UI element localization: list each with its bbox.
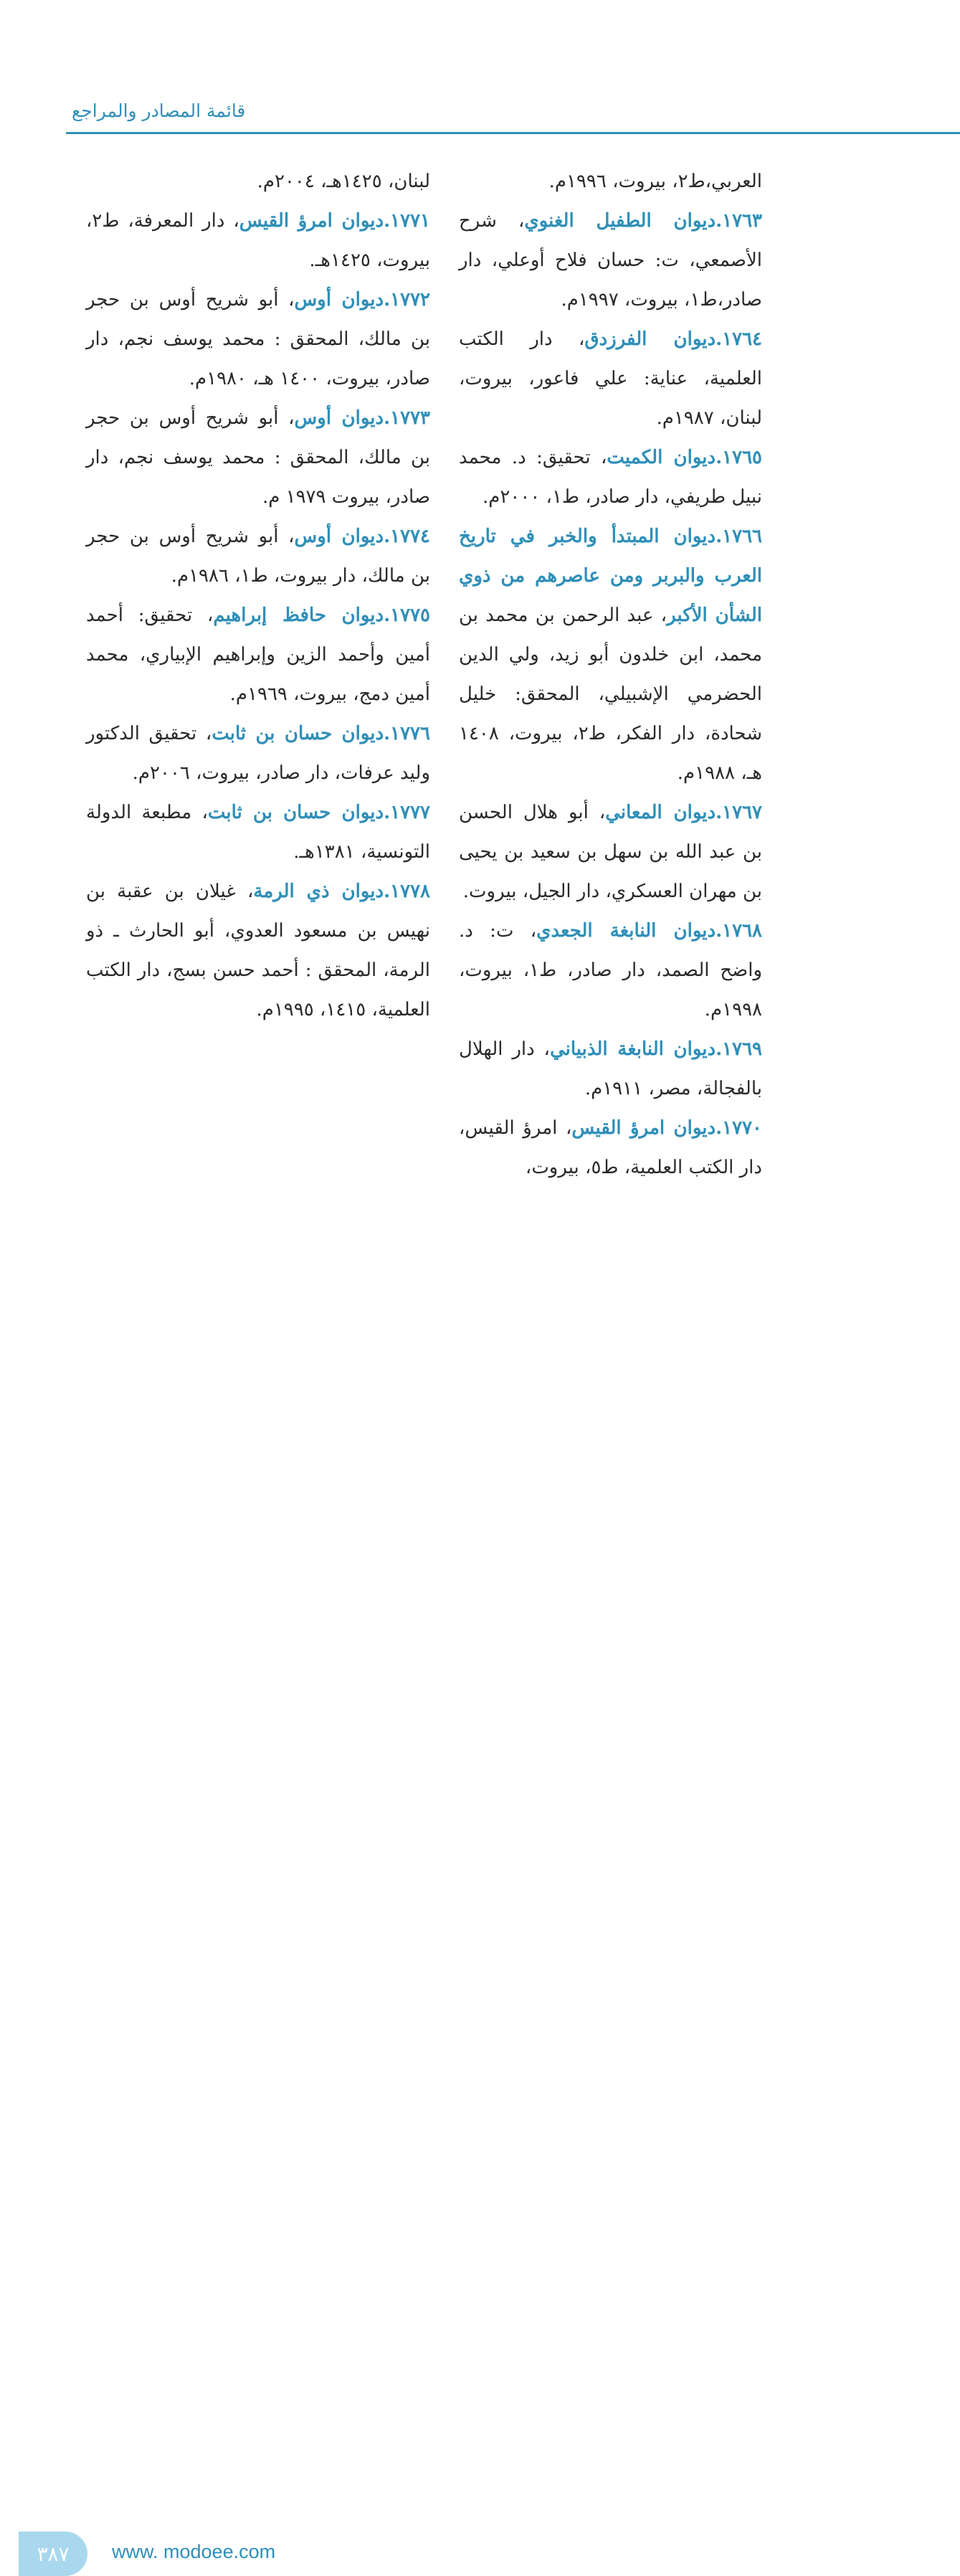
entry-number: ١٧٦٨.: [716, 920, 762, 942]
entry-body: ، دار الكتب العلمية، عناية: علي فاعور، بيروت، لبنان، ١٩٨٧م.: [459, 328, 762, 429]
entry-body: ، مطبعة الدولة التونسية، ١٣٨١هـ.: [86, 802, 430, 863]
running-header-title: قائمة المصادر والمراجع: [72, 100, 246, 121]
references-column-right: [459, 162, 762, 1188]
reference-entry: [459, 1030, 762, 1109]
entry-body: العربي،ط٢، بيروت، ١٩٩٦م.: [548, 171, 762, 192]
reference-entry: [459, 438, 762, 517]
reference-entry: [86, 872, 430, 1030]
entry-body: ، دار الهلال بالفجالة، مصر، ١٩١١م.: [459, 1038, 762, 1099]
entry-number: ١٧٧٤.: [384, 526, 430, 547]
entry-number: ١٧٧٠.: [716, 1117, 762, 1139]
entry-title: ديوان حافظ إبراهيم: [213, 605, 384, 626]
entry-body: ، ت: د. واضح الصمد، دار صادر، ط١، بيروت، ١٩٩٨م.: [459, 920, 762, 1021]
entry-body: ، تحقيق: د. محمد نبيل طريفي، دار صادر، ط١، ٢٠٠٠م.: [459, 447, 762, 508]
entry-number: ١٧٦٤.: [716, 328, 762, 350]
entry-title: ديوان حسان بن ثابت: [212, 723, 384, 744]
entry-title: ديوان النابغة الذبياني: [549, 1038, 716, 1060]
entry-title: ديوان الكميت: [607, 447, 716, 468]
reference-entry: [459, 320, 762, 438]
reference-entry: [86, 162, 430, 202]
reference-entry: [86, 517, 430, 596]
entry-body: ، أبو هلال الحسن بن عبد الله بن سهل بن سعيد بن يحيى بن مهران العسكري، دار الجيل، بيروت.: [459, 802, 762, 902]
entry-number: ١٧٦٩.: [716, 1038, 762, 1060]
entry-title: ديوان أوس: [294, 526, 384, 547]
header-divider: [66, 132, 960, 134]
entry-number: ١٧٧٧.: [384, 802, 430, 823]
reference-entry: [86, 596, 430, 714]
entry-title: ديوان الطفيل الغنوي: [524, 210, 716, 232]
entry-body: ، شرح الأصمعي، ت: حسان فلاح أوعلي، دار صادر،ط١، بيروت، ١٩٩٧م.: [459, 210, 762, 311]
reference-entry: [86, 714, 430, 793]
entry-number: ١٧٧٥.: [384, 605, 430, 626]
entry-title: ديوان الفرزدق: [584, 328, 716, 350]
entry-number: ١٧٦٥.: [716, 447, 762, 468]
references-column-left: [86, 162, 430, 1030]
entry-body: لبنان، ١٤٢٥هـ، ٢٠٠٤م.: [257, 171, 430, 192]
reference-entry: [459, 1109, 762, 1188]
entry-title: ديوان امرؤ القيس: [239, 210, 384, 232]
website-url[interactable]: www. modoee.com: [112, 2541, 276, 2562]
entry-title: ديوان المبتدأ والخبر في تاريخ العرب والبربر ومن عاصرهم من ذوي الشأن الأكبر: [459, 526, 762, 626]
entry-number: ١٧٧١.: [384, 210, 430, 232]
entry-body: ، تحقيق: أحمد أمين وأحمد الزين وإبراهيم الإبياري، محمد أمين دمج، بيروت، ١٩٦٩م.: [86, 605, 430, 705]
entry-body: ، أبو شريح أوس بن حجر بن مالك، دار بيروت، ط١، ١٩٨٦م.: [86, 526, 430, 587]
entry-body: ، تحقيق الدكتور وليد عرفات، دار صادر، بيروت، ٢٠٠٦م.: [86, 723, 430, 784]
entry-title: ديوان حسان بن ثابت: [207, 802, 384, 823]
entry-body: ، دار المعرفة، ط٢، بيروت، ١٤٢٥هـ.: [86, 210, 430, 271]
entry-number: ١٧٧٨.: [384, 881, 430, 902]
reference-entry: [86, 202, 430, 280]
entry-title: ديوان المعاني: [605, 802, 716, 823]
entry-number: ١٧٧٢.: [384, 289, 430, 311]
entry-title: ديوان النابغة الجعدي: [536, 920, 716, 942]
page-header: [0, 0, 960, 136]
page-number-badge: ٣٨٧: [19, 2532, 87, 2576]
reference-entry: [459, 911, 762, 1030]
reference-entry: [459, 162, 762, 202]
reference-entry: [459, 517, 762, 793]
entry-title: ديوان أوس: [294, 289, 384, 311]
reference-entry: [459, 793, 762, 911]
entry-number: ١٧٧٦.: [384, 723, 430, 744]
reference-entry: [86, 399, 430, 517]
page-footer: [0, 1266, 960, 2566]
entry-body: ، عبد الرحمن بن محمد بن محمد، ابن خلدون أبو زيد، ولي الدين الحضرمي الإشبيلي، المحقق: خليل شحادة، دار الفكر، ط٢، بيروت، ١٤٠٨ هـ، ١٩٨٨م.: [459, 605, 763, 784]
entry-title: ديوان امرؤ القيس: [571, 1117, 716, 1139]
entry-number: ١٧٦٦.: [716, 526, 762, 547]
entry-body: ، أبو شريح أوس بن حجر بن مالك، المحقق : محمد يوسف نجم، دار صادر، بيروت، ١٤٠٠ هـ، ١٩٨٠م.: [86, 289, 430, 389]
entry-body: ، أبو شريح أوس بن حجر بن مالك، المحقق : محمد يوسف نجم، دار صادر، بيروت ١٩٧٩ م.: [86, 407, 430, 508]
entry-body: ، امرؤ القيس، دار الكتب العلمية، ط٥، بيروت،: [459, 1117, 762, 1178]
entry-title: ديوان ذي الرمة: [253, 881, 384, 902]
entry-number: ١٧٦٣.: [716, 210, 762, 232]
reference-entry: [459, 202, 762, 320]
reference-entry: [86, 280, 430, 399]
entry-body: ، غيلان بن عقبة بن نهيس بن مسعود العدوي، أبو الحارث ـ ذو الرمة، المحقق : أحمد حسن بسج، دار الكتب العلمية، ١٤١٥، ١٩٩٥م.: [86, 881, 430, 1021]
entry-title: ديوان أوس: [294, 407, 384, 429]
entry-number: ١٧٦٧.: [716, 802, 763, 823]
reference-entry: [86, 793, 430, 872]
entry-number: ١٧٧٣.: [384, 407, 430, 429]
